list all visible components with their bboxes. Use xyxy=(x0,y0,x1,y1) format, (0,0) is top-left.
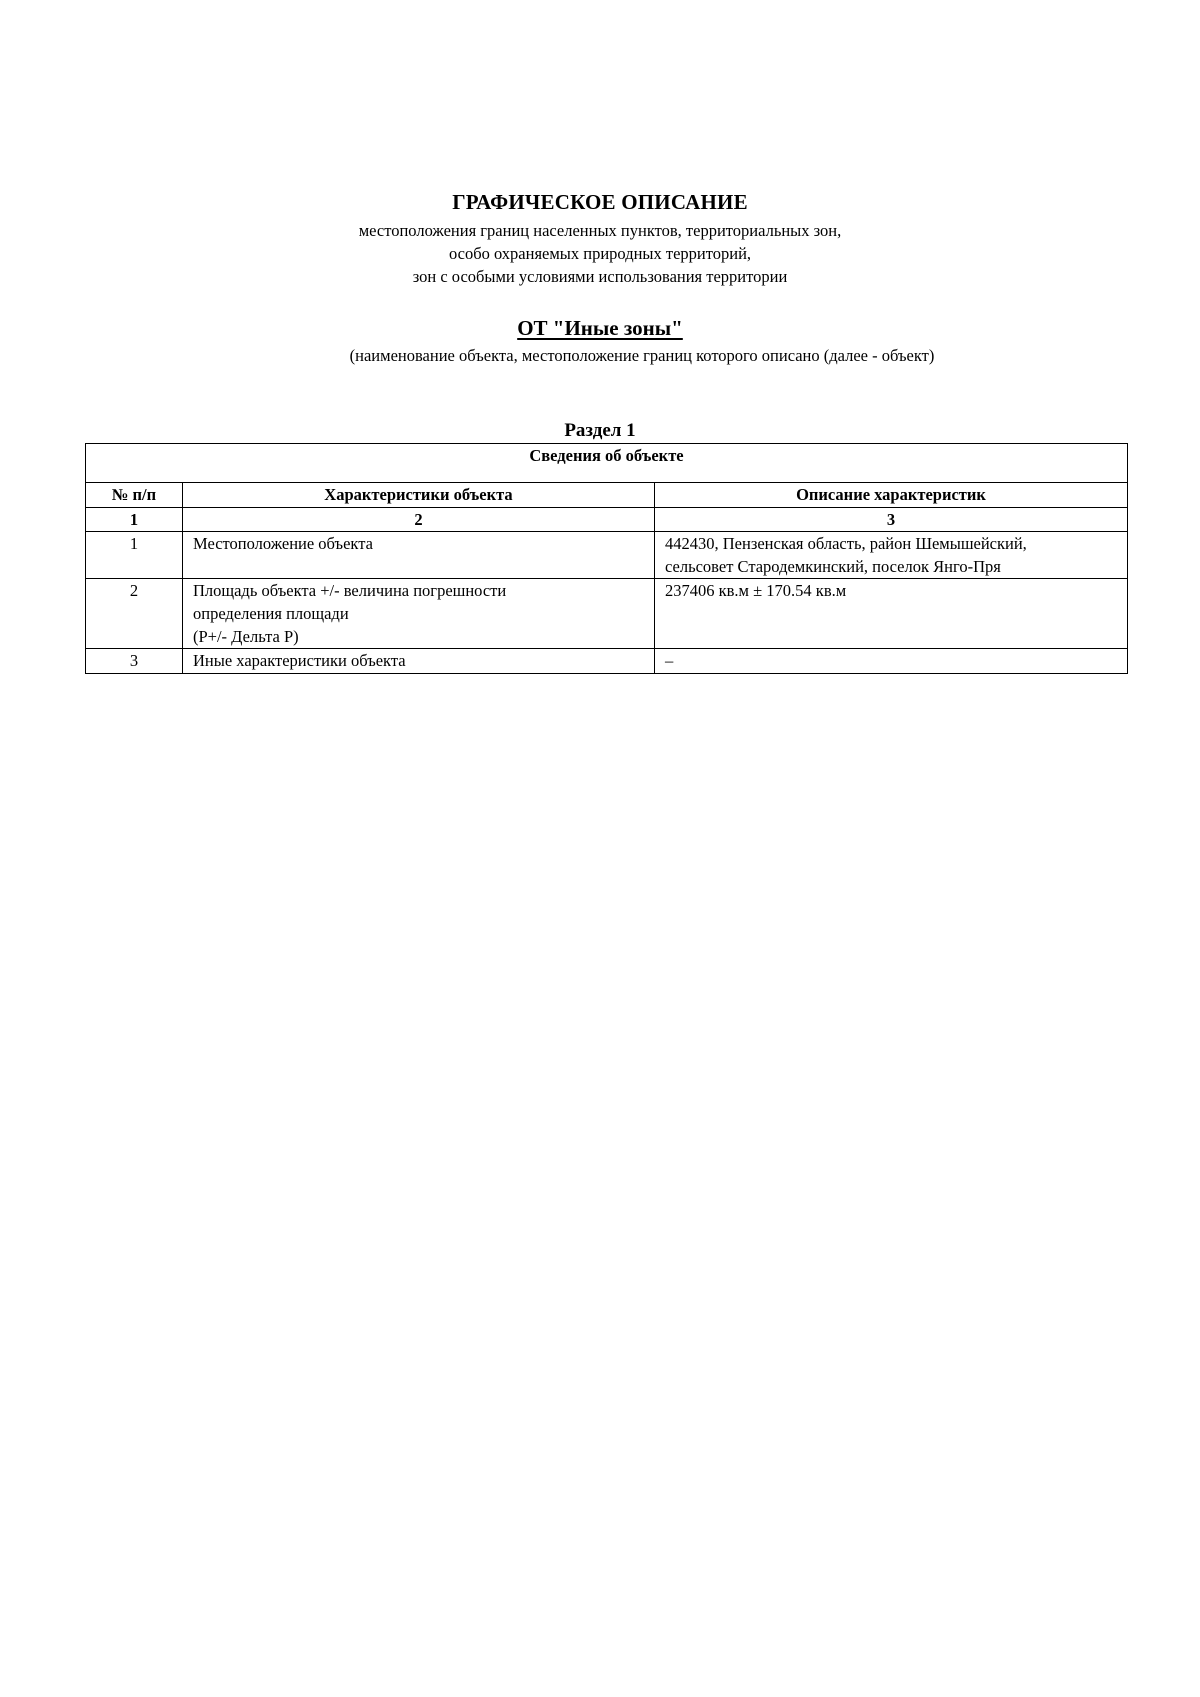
row-number: 2 xyxy=(86,579,183,649)
table-header-row xyxy=(86,483,1128,508)
table-caption: Сведения об объекте xyxy=(86,444,1128,483)
row-characteristic xyxy=(183,649,655,674)
row-number: 3 xyxy=(86,649,183,674)
subtitle-line-2: особо охраняемых природных территорий, xyxy=(448,244,752,263)
object-name: ОТ "Иные зоны" xyxy=(517,316,683,340)
description-line: сельсовет Стародемкинский, поселок Янго-Пря xyxy=(665,557,1001,576)
characteristic-line: определения площади xyxy=(193,604,349,623)
table-row xyxy=(86,532,1128,579)
description-line: 237406 кв.м ± 170.54 кв.м xyxy=(665,581,847,600)
table-row xyxy=(86,649,1128,674)
row-characteristic xyxy=(183,579,655,649)
row-description xyxy=(655,579,1128,649)
object-info-table xyxy=(85,443,1128,674)
object-caption: (наименование объекта, местоположение границ которого описано (далее - объект) xyxy=(349,346,935,365)
row-description xyxy=(655,649,1128,674)
table-caption-row xyxy=(86,444,1128,483)
characteristic-line: (P+/- Дельта P) xyxy=(193,627,299,646)
row-characteristic xyxy=(183,532,655,579)
subtitle-line-1: местоположения границ населенных пунктов, территориальных зон, xyxy=(358,221,842,240)
row-number: 1 xyxy=(86,532,183,579)
characteristic-line: Площадь объекта +/- величина погрешности xyxy=(193,581,507,600)
subtitle-line-3: зон с особыми условиями использования территории xyxy=(412,267,788,286)
header-number: № п/п xyxy=(86,483,183,508)
document-title: ГРАФИЧЕСКОЕ ОПИСАНИЕ xyxy=(452,190,748,214)
column-number-2: 2 xyxy=(183,508,655,532)
description-line: – xyxy=(665,651,674,670)
table-row xyxy=(86,579,1128,649)
header-characteristic: Характеристики объекта xyxy=(183,483,655,508)
section-title: Раздел 1 xyxy=(564,420,636,441)
characteristic-line: Иные характеристики объекта xyxy=(193,651,406,670)
column-number-3: 3 xyxy=(655,508,1128,532)
characteristic-line: Местоположение объекта xyxy=(193,534,373,553)
column-number-1: 1 xyxy=(86,508,183,532)
header-description: Описание характеристик xyxy=(655,483,1128,508)
description-line: 442430, Пензенская область, район Шемышейский, xyxy=(665,534,1027,553)
column-number-row xyxy=(86,508,1128,532)
row-description xyxy=(655,532,1128,579)
